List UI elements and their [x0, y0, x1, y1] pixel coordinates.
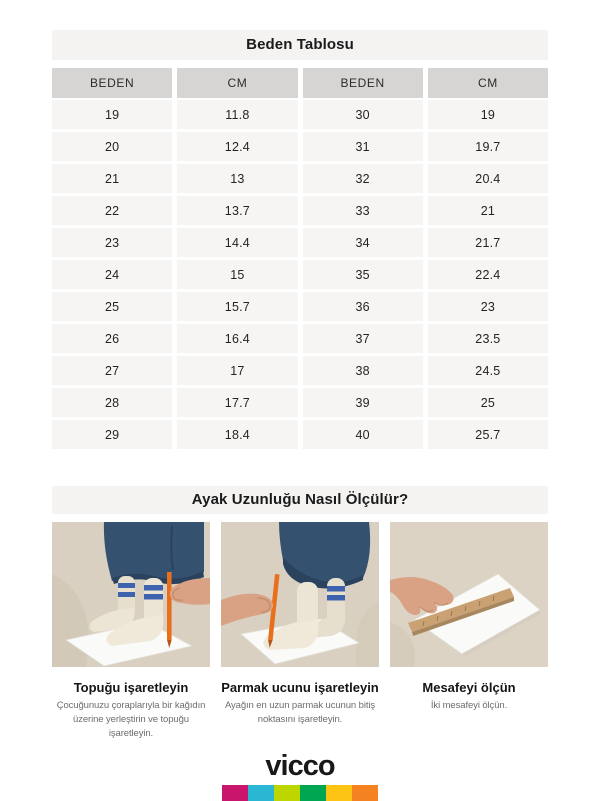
size-table-cell: 21	[52, 164, 172, 193]
step-description: Çocuğunuzu çoraplarıyla bir kağıdın üzerine yerleştirin ve topuğu işaretleyin.	[56, 700, 206, 739]
size-table-cell: 25	[428, 388, 548, 417]
step-title: Parmak ucunu işaretleyin	[221, 680, 379, 695]
step-description: İki mesafeyi ölçün.	[430, 700, 508, 711]
size-table-cell: 22	[52, 196, 172, 225]
rainbow-segment	[326, 785, 352, 801]
size-table-cell: 15	[177, 260, 297, 289]
size-table-header-cell: CM	[177, 68, 297, 98]
size-table-title: Beden Tablosu	[52, 30, 548, 60]
size-table-cell: 28	[52, 388, 172, 417]
size-table-cell: 23	[428, 292, 548, 321]
size-table-cell: 21.7	[428, 228, 548, 257]
measure-step-measure	[390, 522, 548, 740]
size-table-cell: 27	[52, 356, 172, 385]
size-table-header-cell: CM	[428, 68, 548, 98]
size-table-cell: 17.7	[177, 388, 297, 417]
size-table-cell: 14.4	[177, 228, 297, 257]
size-table-cell: 19	[52, 100, 172, 129]
rainbow-segment	[274, 785, 300, 801]
vicco-wordmark: vicco	[265, 750, 335, 782]
size-table-cell: 22.4	[428, 260, 548, 289]
size-table-cell: 19	[428, 100, 548, 129]
size-table-cell: 15.7	[177, 292, 297, 321]
step-title: Mesafeyi ölçün	[422, 680, 516, 695]
step-title: Topuğu işaretleyin	[73, 680, 189, 695]
measure-steps	[52, 522, 548, 740]
size-table-cell: 29	[52, 420, 172, 449]
size-table-cell: 38	[303, 356, 423, 385]
size-table-cell: 23	[52, 228, 172, 257]
mark-toe-photo	[221, 522, 379, 667]
size-table-cell: 11.8	[177, 100, 297, 129]
size-table-cell: 18.4	[177, 420, 297, 449]
rainbow-segment	[248, 785, 274, 801]
rainbow-segment	[352, 785, 378, 801]
size-table-cell: 13	[177, 164, 297, 193]
size-table-cell: 33	[303, 196, 423, 225]
size-table-cell: 39	[303, 388, 423, 417]
size-table-cell: 36	[303, 292, 423, 321]
measure-distance-photo	[390, 522, 548, 667]
vicco-rainbow-bar	[222, 785, 378, 801]
size-table-cell: 26	[52, 324, 172, 353]
size-table-header-cell: BEDEN	[303, 68, 423, 98]
size-table-cell: 24.5	[428, 356, 548, 385]
measure-section-title: Ayak Uzunluğu Nasıl Ölçülür?	[52, 486, 548, 514]
size-table-cell: 19.7	[428, 132, 548, 161]
size-table-cell: 12.4	[177, 132, 297, 161]
size-table-cell: 35	[303, 260, 423, 289]
size-table-cell: 34	[303, 228, 423, 257]
size-table-cell: 23.5	[428, 324, 548, 353]
size-table-cell: 20	[52, 132, 172, 161]
measure-step-toe	[221, 522, 379, 740]
size-table-cell: 37	[303, 324, 423, 353]
rainbow-segment	[222, 785, 248, 801]
size-table-cell: 24	[52, 260, 172, 289]
measure-step-heel	[52, 522, 210, 740]
size-table-cell: 32	[303, 164, 423, 193]
size-table-cell: 17	[177, 356, 297, 385]
size-table-cell: 31	[303, 132, 423, 161]
rainbow-segment	[300, 785, 326, 801]
size-table-cell: 16.4	[177, 324, 297, 353]
mark-heel-photo	[52, 522, 210, 667]
size-table-cell: 25	[52, 292, 172, 321]
size-chart-page	[52, 0, 548, 740]
size-table-cell: 13.7	[177, 196, 297, 225]
size-table-cell: 25.7	[428, 420, 548, 449]
size-table-cell: 40	[303, 420, 423, 449]
size-table	[52, 68, 548, 449]
size-table-header-cell: BEDEN	[52, 68, 172, 98]
size-table-cell: 21	[428, 196, 548, 225]
step-description: Ayağın en uzun parmak ucunun bitiş noktasını işaretleyin.	[224, 700, 376, 725]
size-table-cell: 20.4	[428, 164, 548, 193]
brand-logo	[0, 750, 600, 801]
size-table-cell: 30	[303, 100, 423, 129]
